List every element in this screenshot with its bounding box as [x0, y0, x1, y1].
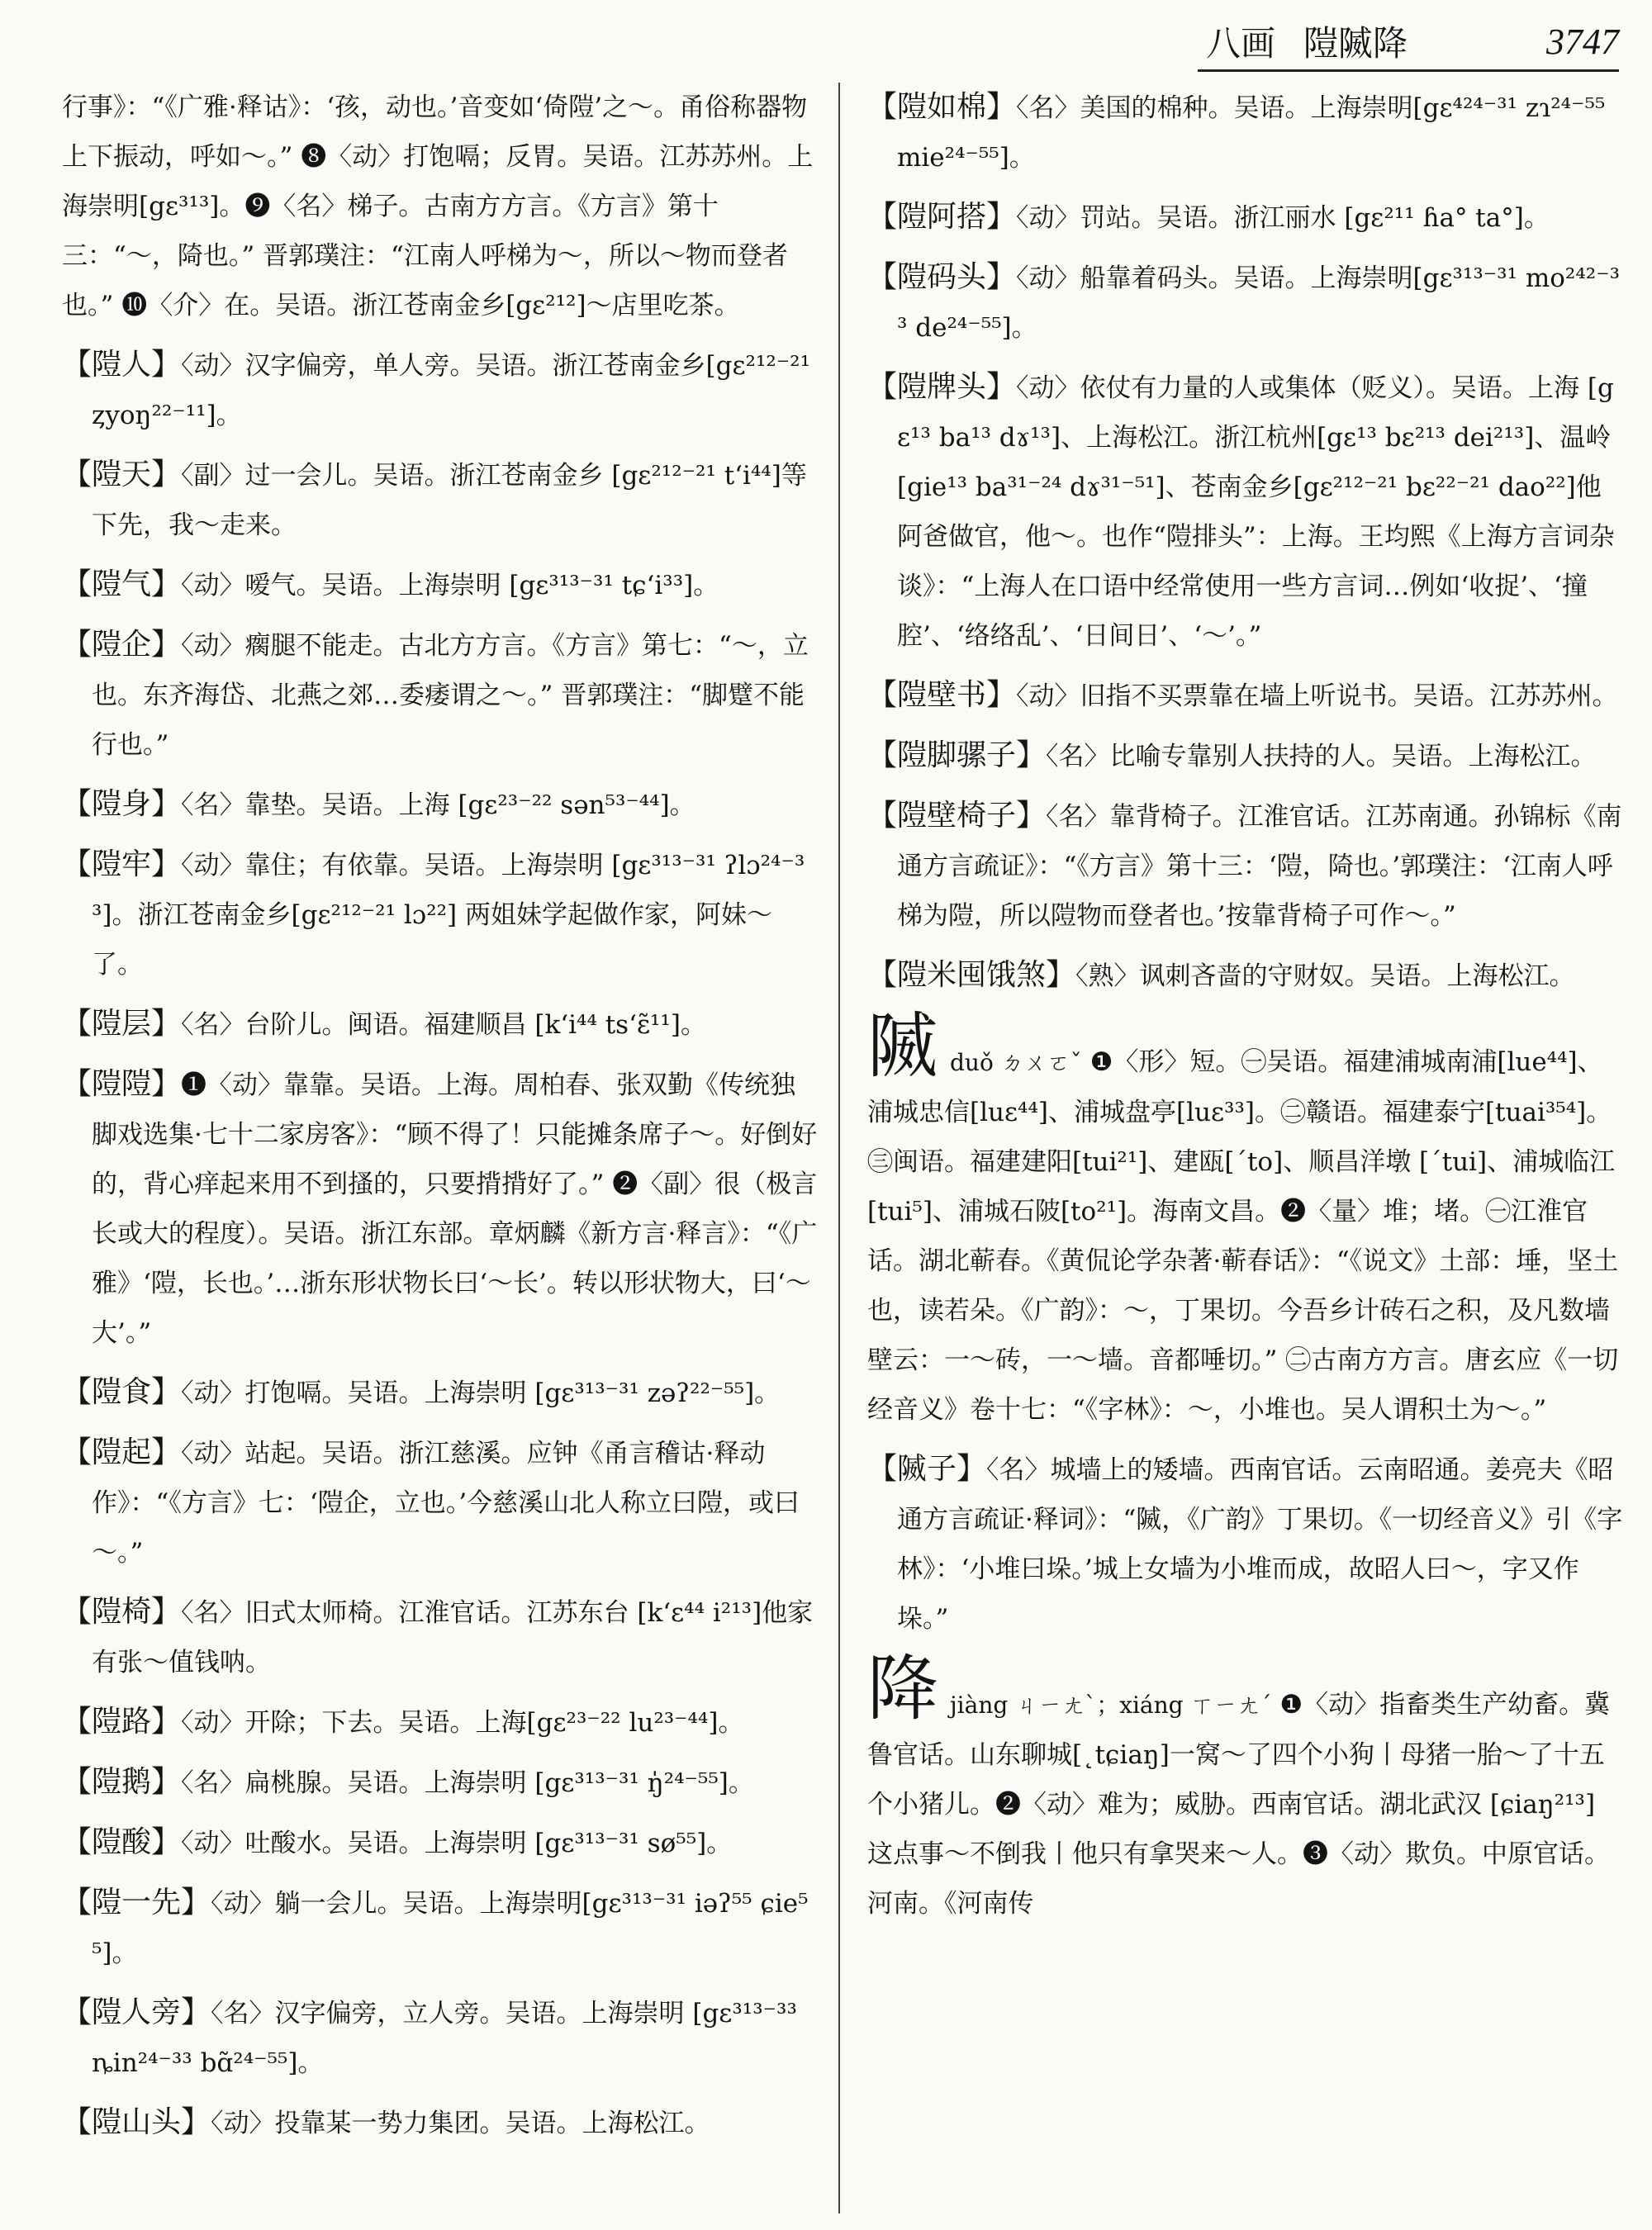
- entry-definition: 〈名〉旧式太师椅。江淮官话。江苏东台 [k‘ɛ⁴⁴ i²¹³]他家有张～值钱呐。: [92, 1598, 814, 1677]
- entry-headword: 【隑酸】: [62, 1825, 182, 1859]
- entry-headword: 【隑壁椅子】: [867, 799, 1047, 833]
- entry-definition: 〈名〉城墙上的矮墙。西南官话。云南昭通。姜亮夫《昭通方言疏证·释词》：“隇，《广韵》丁果切。《一切经音义》引《字林》：‘小堆曰垛。’城上女墙为小堆而成，故昭人曰～，字又作垛。”: [897, 1455, 1623, 1634]
- entry-definition: 〈动〉嗳气。吴语。上海崇明 [gɛ³¹³⁻³¹ tɕ‘i³³]。: [181, 571, 719, 600]
- dictionary-entry: [62, 450, 818, 550]
- dictionary-entry: [867, 951, 1623, 1001]
- dictionary-entry: [867, 1445, 1623, 1644]
- entry-headword: 【隑牌头】: [867, 370, 1017, 404]
- entry-headword: 【隑米囤饿煞】: [867, 958, 1076, 992]
- dictionary-entry: [62, 840, 818, 989]
- header-rule: [1198, 69, 1619, 72]
- entry-headword: 【隑山头】: [62, 2105, 211, 2139]
- left-entry-list: [62, 340, 818, 2148]
- right-column: [867, 83, 1623, 1938]
- entry-definition: 〈动〉依仗有力量的人或集体（贬义）。吴语。上海 [gɛ¹³ ba¹³ dɤ¹³]、上海松江。浙江杭州[gɛ¹³ bɛ²¹³ dei²¹³]、温岭[gie¹³ ba³¹⁻²⁴ dɤ³¹⁻⁵¹]、苍南金乡[gɛ²¹²⁻²¹ bɛ²²⁻²¹ dao²²]他阿爸做官，他～。也作“隑排头”：上海。王均熙《上海方言词杂谈》：“上海人在口语中经常使用一些方言词…例如‘收捉’、‘撞腔’、‘络络乱’、‘日间日’、‘～’。”: [897, 373, 1615, 651]
- dictionary-entry: [62, 780, 818, 830]
- entry-definition: 〈名〉汉字偏旁，立人旁。吴语。上海崇明 [gɛ³¹³⁻³³ ȵin²⁴⁻³³ bɑ̃²⁴⁻⁵⁵]。: [92, 1999, 797, 2078]
- entry-definition: 〈动〉旧指不买票靠在墙上听说书。吴语。江苏苏州。: [1016, 681, 1618, 711]
- entry-headword: 【隑层】: [62, 1007, 182, 1041]
- dictionary-entry: [867, 791, 1623, 941]
- entry-headword: 【隑起】: [62, 1435, 182, 1469]
- headword-char: 隇: [867, 1005, 938, 1088]
- headword-definition: ❶〈形〉短。㊀吴语。福建浦城南浦[lue⁴⁴]、浦城忠信[luɛ⁴⁴]、浦城盘亭[luɛ³³]。㊁赣语。福建泰宁[tuai³⁵⁴]。㊂闽语。福建建阳[tui²¹]、建瓯[ˊto]、顺昌洋墩 [ˊtui]、浦城临江 [tui⁵]、浦城石陂[to²¹]。海南文昌。❷〈量〉堆；堵。㊀江淮官话。湖北蕲春。《黄侃论学杂著·蕲春话》：“《说文》土部：埵，坚土也，读若朵。《广韵》：～，丁果切。今吾乡计砖石之积，及凡数墙壁云：一～砖，一～墙。音都唾切。” ㊁古南方方言。唐玄应《一切经音义》卷十七：“《字林》：～，小堆也。吴人谓积土为～。”: [867, 1047, 1619, 1425]
- entry-headword: 【隑牢】: [62, 847, 182, 881]
- entry-headword: 【隑阿搭】: [867, 200, 1017, 234]
- page-header: [1206, 15, 1619, 68]
- entry-definition: ❶〈动〉靠靠。吴语。上海。周柏春、张双勤《传统独脚戏选集·七十二家房客》：“顾不得了！只能摊条席子～。好倒好的，背心痒起来用不到搔的，只要揹揹好了。” ❷〈副〉很（极言长或大的程度）。吴语。浙江东部。章炳麟《新方言·释言》：“《广雅》‘隑，长也。’…浙东形状物长曰‘～长’。转以形状物大，曰‘～大’。”: [92, 1070, 818, 1348]
- entry-headword: 【隑鹅】: [62, 1765, 182, 1799]
- entry-headword: 【隑壁书】: [867, 678, 1017, 712]
- dictionary-entry: [62, 1878, 818, 1978]
- entry-headword: 【隑脚骡子】: [867, 738, 1047, 772]
- continued-text: 行事》：“《广雅·释诂》：‘孩，动也。’音变如‘倚隑’之～。甬俗称器物上下振动，呼如～。” ❽〈动〉打饱嗝；反胃。吴语。江苏苏州。上海崇明[gɛ³¹³]。❾〈名〉梯子。古南方方言。《方言》第十三：“～，陭也。” 晋郭璞注：“江南人呼梯为～，所以～物而登者也。” ❿〈介〉在。吴语。浙江苍南金乡[gɛ²¹²]～店里吃茶。: [62, 93, 814, 320]
- entry-definition: 〈动〉船靠着码头。吴语。上海崇明[gɛ³¹³⁻³¹ mo²⁴²⁻³³ de²⁴⁻⁵⁵]。: [897, 263, 1620, 343]
- dictionary-entry: [62, 1428, 818, 1578]
- dictionary-entry: [867, 731, 1623, 781]
- headword-block-1: [867, 1005, 1623, 1435]
- entry-definition: 〈名〉靠垫。吴语。上海 [gɛ²³⁻²² sən⁵³⁻⁴⁴]。: [181, 790, 695, 820]
- header-chars: 隑隇降: [1303, 23, 1408, 64]
- dictionary-entry: [867, 671, 1623, 721]
- entry-definition: 〈动〉开除；下去。吴语。上海[gɛ²³⁻²² lu²³⁻⁴⁴]。: [181, 1708, 744, 1738]
- entry-headword: 【隇子】: [867, 1452, 987, 1486]
- dictionary-entry: [62, 340, 818, 440]
- dictionary-entry: [62, 1368, 818, 1418]
- entry-definition: 〈动〉吐酸水。吴语。上海崇明 [gɛ³¹³⁻³¹ sø⁵⁵]。: [181, 1829, 733, 1858]
- headword-char: 降: [867, 1648, 938, 1730]
- right-entry-list-2: [867, 1445, 1623, 1644]
- entry-headword: 【隑人】: [62, 348, 182, 382]
- entry-definition: 〈动〉打饱嗝。吴语。上海崇明 [gɛ³¹³⁻³¹ zəʔ²²⁻⁵⁵]。: [181, 1378, 781, 1408]
- section-label: 八画: [1206, 23, 1276, 64]
- dictionary-entry: [62, 1587, 818, 1687]
- headword-pinyin: jiàng ㄐㄧㄤˋ；xiáng ㄒㄧㄤˊ: [950, 1691, 1272, 1719]
- entry-definition: 〈名〉比喻专靠别人扶持的人。吴语。上海松江。: [1046, 742, 1597, 771]
- entry-definition: 〈动〉站起。吴语。浙江慈溪。应钟《甬言稽诂·释动作》：“《方言》七：‘隑企，立也。’今慈溪山北人称立曰隑，或曰～。”: [92, 1439, 800, 1568]
- dictionary-entry: [62, 620, 818, 770]
- dictionary-entry: [867, 192, 1623, 243]
- entry-headword: 【隑人旁】: [62, 1995, 211, 2029]
- dictionary-entry: [867, 253, 1623, 353]
- dictionary-entry: [62, 999, 818, 1050]
- entry-headword: 【隑一先】: [62, 1886, 211, 1919]
- entry-headword: 【隑身】: [62, 787, 182, 821]
- headword-block-2: [867, 1648, 1623, 1929]
- entry-headword: 【隑路】: [62, 1705, 182, 1739]
- entry-definition: 〈副〉过一会儿。吴语。浙江苍南金乡 [gɛ²¹²⁻²¹ t‘i⁴⁴]等下先，我～走来。: [92, 461, 807, 540]
- entry-headword: 【隑如棉】: [867, 90, 1017, 124]
- headword-pinyin: duǒ ㄉㄨㄛˇ: [950, 1049, 1082, 1076]
- dictionary-entry: [62, 1697, 818, 1748]
- right-entry-list: [867, 83, 1623, 1001]
- headword-definition: ❶〈动〉指畜类生产幼畜。冀鲁官话。山东聊城[˛tɕiaŋ]一窝～了四个小狗丨母猪一胎～了十五个小猪儿。❷〈动〉难为；威胁。西南官话。湖北武汉 [ɕiaŋ²¹³] 这点事～不倒我丨他只有拿哭来～人。❸〈动〉欺负。中原官话。河南。《河南传: [867, 1690, 1611, 1919]
- column-divider: [838, 83, 840, 2213]
- dictionary-entry: [867, 83, 1623, 183]
- entry-definition: 〈动〉躺一会儿。吴语。上海崇明[gɛ³¹³⁻³¹ iəʔ⁵⁵ ɕie⁵⁵]。: [92, 1889, 809, 1968]
- page-number: 3747: [1546, 21, 1619, 62]
- dictionary-entry: [62, 1818, 818, 1868]
- entry-headword: 【隑食】: [62, 1375, 182, 1409]
- entry-definition: 〈动〉罚站。吴语。浙江丽水 [gɛ²¹¹ ɦa° ta°]。: [1016, 203, 1550, 233]
- entry-definition: 〈动〉投靠某一势力集团。吴语。上海松江。: [211, 2109, 710, 2138]
- entry-headword: 【隑码头】: [867, 260, 1017, 294]
- entry-definition: 〈动〉汉字偏旁，单人旁。吴语。浙江苍南金乡[gɛ²¹²⁻²¹ ȥyoŋ²²⁻¹¹]。: [92, 351, 811, 430]
- entry-definition: 〈熟〉讽刺吝啬的守财奴。吴语。上海松江。: [1075, 961, 1575, 991]
- dictionary-entry: [62, 1988, 818, 2088]
- entry-headword: 【隑椅】: [62, 1595, 182, 1629]
- entry-definition: 〈名〉扁桃腺。吴语。上海崇明 [gɛ³¹³⁻³¹ ŋ̍²⁴⁻⁵⁵]。: [181, 1768, 754, 1798]
- entry-headword: 【隑气】: [62, 567, 182, 601]
- entry-headword: 【隑企】: [62, 628, 182, 662]
- entry-definition: 〈名〉美国的棉种。吴语。上海崇明[gɛ⁴²⁴⁻³¹ zɿ²⁴⁻⁵⁵ mie²⁴⁻⁵⁵]。: [897, 93, 1606, 173]
- entry-definition: 〈动〉瘸腿不能走。古北方方言。《方言》第七：“～，立也。东齐海岱、北燕之郊…委痿谓之～。” 晋郭璞注：“脚躄不能行也。”: [92, 631, 809, 760]
- dictionary-entry: [867, 363, 1623, 661]
- left-column: [62, 83, 818, 2158]
- entry-definition: 〈动〉靠住；有依靠。吴语。上海崇明 [gɛ³¹³⁻³¹ ʔlɔ²⁴⁻³³]。浙江苍南金乡[gɛ²¹²⁻²¹ lɔ²²] 两姐妹学起做作家，阿妹～了。: [92, 851, 805, 980]
- dictionary-entry: [62, 560, 818, 610]
- dictionary-entry: [62, 1758, 818, 1808]
- entry-headword: 【隑天】: [62, 458, 182, 491]
- dictionary-entry: [62, 2098, 818, 2148]
- entry-definition: 〈名〉靠背椅子。江淮官话。江苏南通。孙锦标《南通方言疏证》：“《方言》第十三：‘隑，陭也。’郭璞注：‘江南人呼梯为隑，所以隑物而登者也。’按靠背椅子可作～。”: [897, 802, 1622, 931]
- entry-headword: 【隑隑】: [62, 1067, 182, 1101]
- entry-definition: 〈名〉台阶儿。闽语。福建顺昌 [k‘i⁴⁴ ts‘ɛ̃¹¹]。: [181, 1010, 706, 1040]
- dictionary-entry: [62, 1060, 818, 1358]
